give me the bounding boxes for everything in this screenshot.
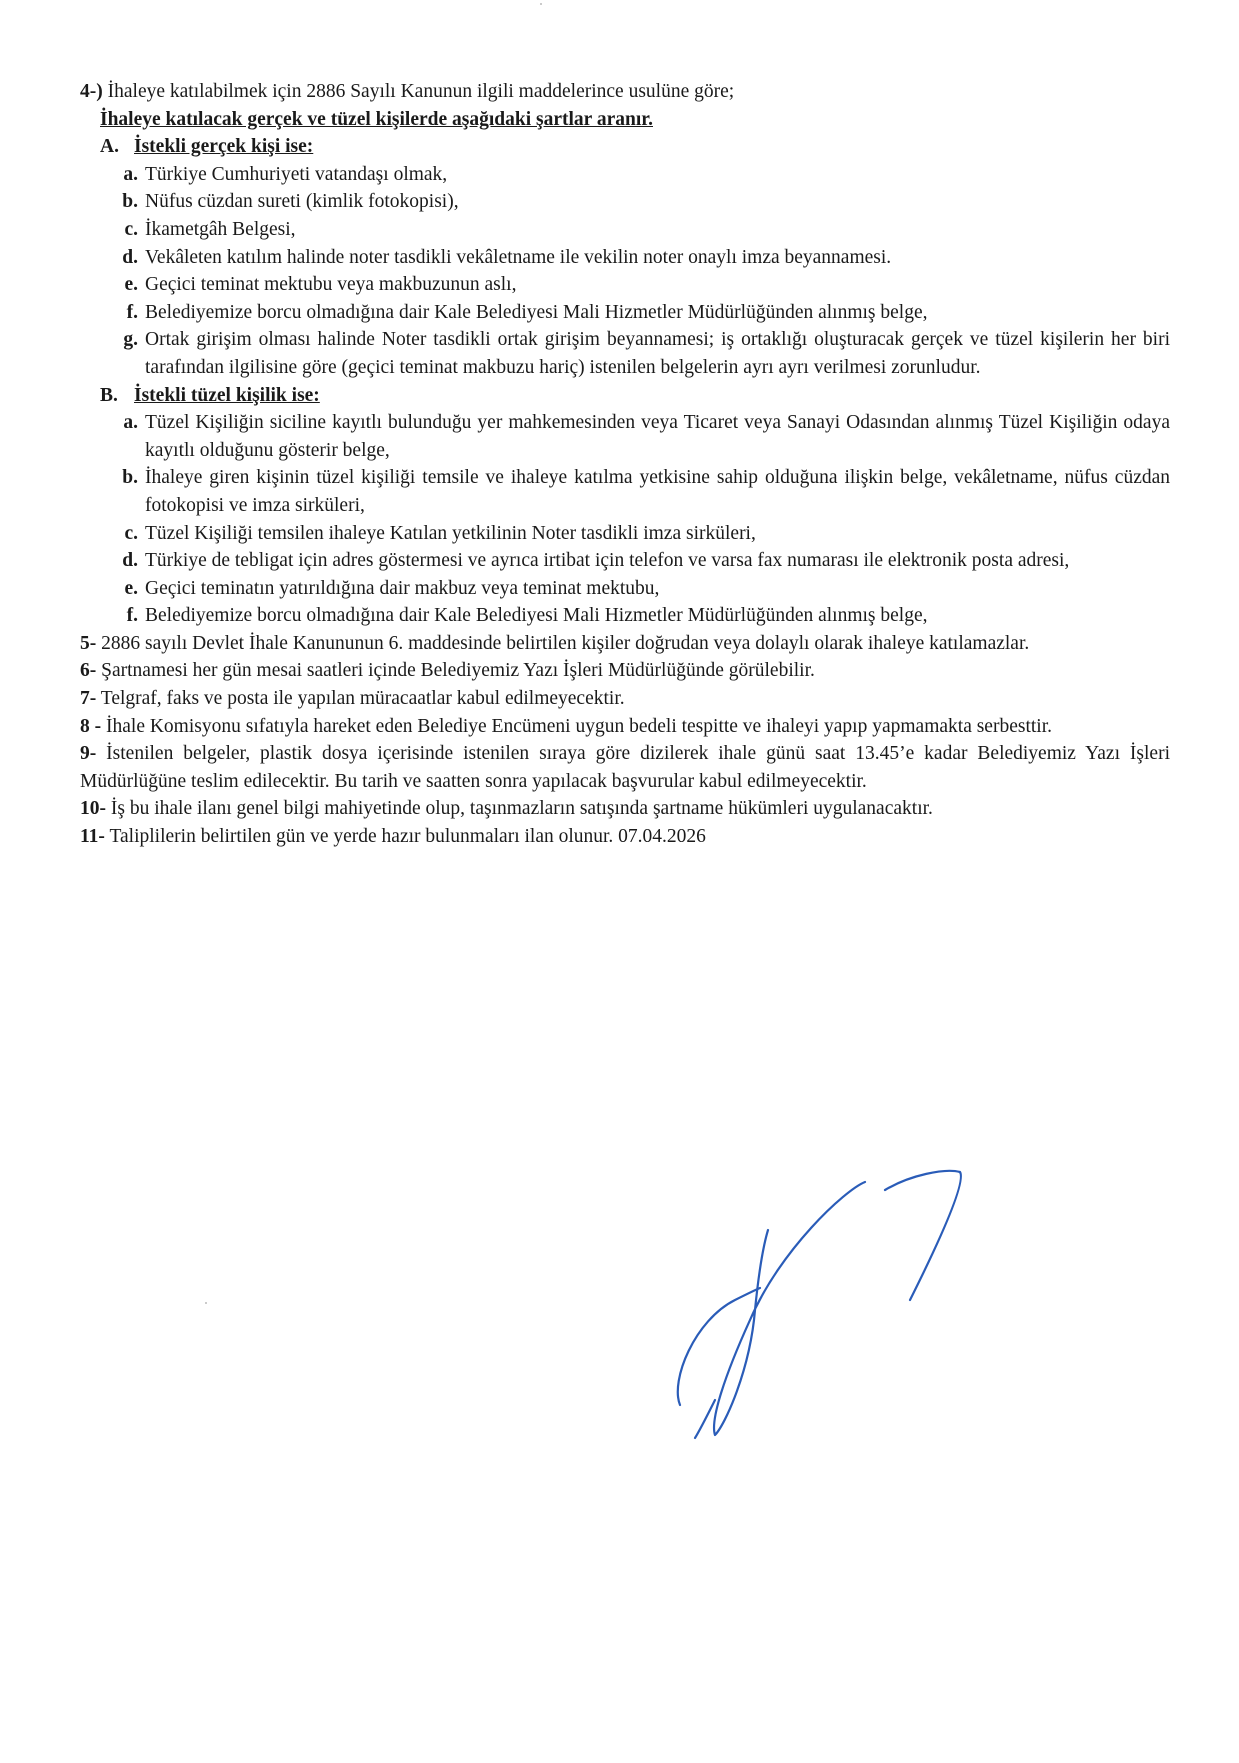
section-a-list [80,161,1170,382]
signature-stroke-tick [695,1400,715,1438]
item-text: İhaleye giren kişinin tüzel kişiliği temsile ve ihaleye katılma yetkisine sahip olduğuna ilişkin belge, vekâletname, nüfus cüzdan fotokopisi ve imza sirküleri, [145,467,1170,516]
scan-speck [205,1302,207,1304]
clause-10 [80,795,1170,823]
section-b-heading [80,382,1170,410]
clause-5 [80,630,1170,658]
clauses [80,630,1170,851]
signature-stroke-main [714,1182,865,1435]
list-item [80,216,1170,244]
clause-text: Şartnamesi her gün mesai saatleri içinde Belediyemiz Yazı İşleri Müdürlüğünde görülebilir. [101,660,815,682]
clause-number: 7- [80,688,97,710]
item-text: Geçici teminat mektubu veya makbuzunun aslı, [145,274,517,296]
signature-mark [640,1160,1000,1450]
item-text: İkametgâh Belgesi, [145,218,296,240]
list-item [80,464,1170,519]
item-letter: a. [123,412,138,434]
item-letter: d. [122,550,138,572]
scan-speck [540,3,542,5]
item-text: Belediyemize borcu olmadığına dair Kale Belediyesi Mali Hizmetler Müdürlüğünden alınmış belge, [145,605,928,627]
section-b-title: İstekli tüzel kişilik ise: [134,384,320,406]
list-item [80,161,1170,189]
intro-subheading-line [80,106,1170,134]
list-item [80,575,1170,603]
section-a-heading [80,133,1170,161]
list-item [80,520,1170,548]
section-b-letter: B. [100,384,118,406]
intro-text: İhaleye katılabilmek için 2886 Sayılı Kanunun ilgili maddelerince usulüne göre; [107,81,735,102]
clause-7 [80,685,1170,713]
signature-stroke-left [678,1288,760,1405]
list-item [80,602,1170,630]
item-text: Nüfus cüzdan sureti (kimlik fotokopisi), [145,191,459,213]
clause-number: 11- [80,826,105,848]
list-item [80,299,1170,327]
clause-number: 6- [80,660,97,682]
item-letter: g. [123,329,138,351]
item-letter: d. [122,246,138,268]
item-letter: b. [122,191,138,213]
clause-number: 5- [80,632,97,654]
item-text: Geçici teminatın yatırıldığına dair makbuz veya teminat mektubu, [145,577,660,599]
clause-text: İş bu ihale ilanı genel bilgi mahiyetinde olup, taşınmazların satışında şartname hükümleri uygulanacaktır. [110,798,933,820]
list-item [80,326,1170,381]
item-text: Ortak girişim olması halinde Noter tasdikli ortak girişim beyannamesi; iş ortaklığı oluşturacak gerçek ve tüzel kişilerin her biri tarafından ilgilisine göre (geçici teminat makbuzu hariç) istenilen belgelerin ayrı ayrı verilmesi zorunludur. [145,329,1170,378]
item-text: Türkiye Cumhuriyeti vatandaşı olmak, [145,163,448,185]
clause-9 [80,740,1170,795]
section-a-letter: A. [100,136,119,158]
item-text: Vekâleten katılım halinde noter tasdikli vekâletname ile vekilin noter onaylı imza beyannamesi. [145,246,892,268]
item-text: Tüzel Kişiliğin siciline kayıtlı bulunduğu yer mahkemesinden veya Ticaret veya Sanayi Odasından alınmış Tüzel Kişiliğin odaya kayıtlı olduğunu gösterir belge, [145,412,1170,461]
item-letter: f. [126,301,138,323]
item-letter: e. [124,274,138,296]
clause-text: İstenilen belgeler, plastik dosya içerisinde istenilen sıraya göre dizilerek ihale günü saat 13.45’e kadar Belediyemiz Yazı İşleri Müdürlüğüne teslim edilecektir. Bu tarih ve saatten sonra yapılacak başvurular kabul edilmeyecektir. [80,743,1170,792]
intro-number: 4-) [80,81,103,102]
item-letter: c. [124,218,138,240]
item-letter: b. [122,467,138,489]
clause-8 [80,713,1170,741]
list-item [80,244,1170,272]
item-text: Tüzel Kişiliği temsilen ihaleye Katılan yetkilinin Noter tasdikli imza sirküleri, [145,522,756,544]
item-letter: f. [126,605,138,627]
item-letter: a. [123,163,138,185]
clause-number: 10- [80,798,106,820]
list-item [80,409,1170,464]
item-letter: c. [124,522,138,544]
clause-6 [80,657,1170,685]
intro-subheading: İhaleye katılacak gerçek ve tüzel kişilerde aşağıdaki şartlar aranır. [100,108,653,130]
clause-text: Taliplilerin belirtilen gün ve yerde hazır bulunmaları ilan olunur. 07.04.2026 [109,826,706,848]
section-b-list [80,409,1170,630]
clause-text: İhale Komisyonu sıfatıyla hareket eden Belediye Encümeni uygun bedeli tespitte ve ihaleyi yapıp yapmamakta serbesttir. [106,715,1052,737]
item-text: Belediyemize borcu olmadığına dair Kale Belediyesi Mali Hizmetler Müdürlüğünden alınmış belge, [145,301,928,323]
list-item [80,188,1170,216]
item-letter: e. [124,577,138,599]
item-text: Türkiye de tebligat için adres göstermesi ve ayrıca irtibat için telefon ve varsa fax numarası ile elektronik posta adresi, [145,550,1070,572]
announcement-document [80,78,1170,851]
intro-line [80,78,1170,106]
clause-number: 9- [80,743,97,765]
clause-text: Telgraf, faks ve posta ile yapılan müracaatlar kabul edilmeyecektir. [100,688,625,710]
signature-stroke-right [885,1171,961,1300]
list-item [80,547,1170,575]
clause-number: 8 - [80,715,102,737]
list-item [80,271,1170,299]
clause-text: 2886 sayılı Devlet İhale Kanununun 6. maddesinde belirtilen kişiler doğrudan veya dolaylı olarak ihaleye katılamazlar. [101,632,1030,654]
section-a-title: İstekli gerçek kişi ise: [134,136,314,158]
clause-11 [80,823,1170,851]
